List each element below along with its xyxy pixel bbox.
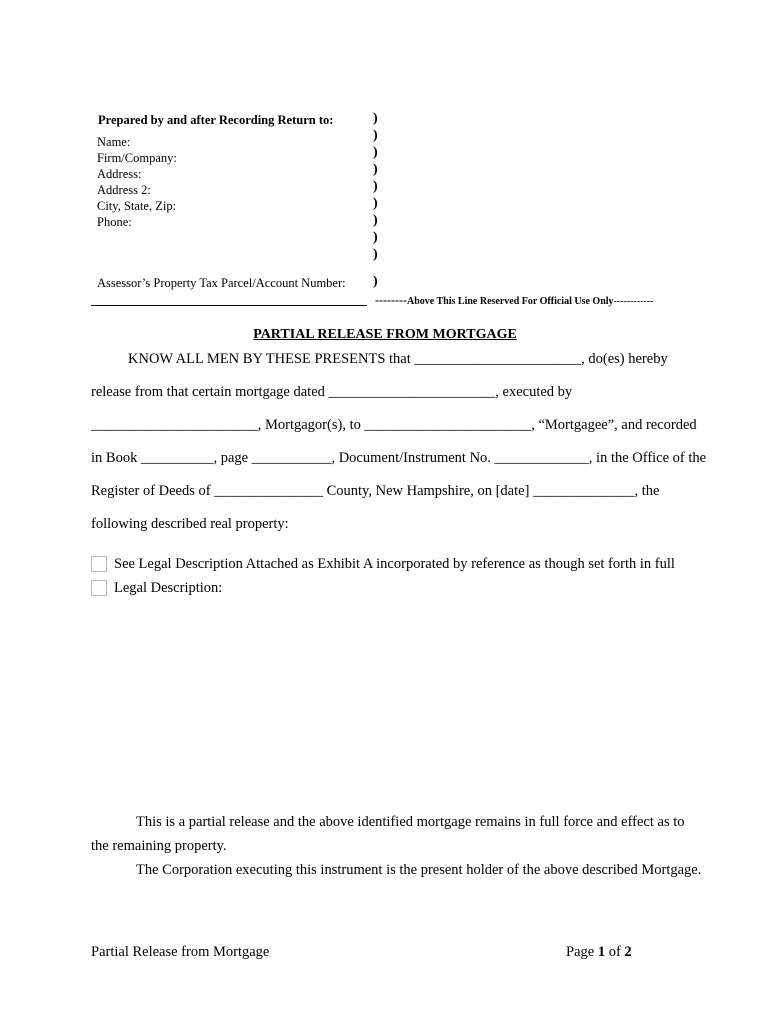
closing-line-2: the remaining property. (91, 838, 227, 854)
paren: ) (373, 128, 378, 143)
firm-field-label: Firm/Company: (97, 151, 177, 165)
parcel-number-label: Assessor’s Property Tax Parcel/Account Number: (97, 276, 346, 290)
name-field-label: Name: (97, 135, 131, 149)
paren: ) (373, 196, 378, 211)
paren: ) (373, 274, 378, 289)
address-field-label: Address: (97, 167, 142, 181)
body-line-4: in Book __________, page ___________, Document/Instrument No. _____________, in the Office of the (91, 450, 707, 466)
header-rule (91, 305, 367, 306)
footer-title: Partial Release from Mortgage (91, 944, 270, 960)
paren: ) (373, 162, 378, 177)
paren: ) (373, 145, 378, 160)
paren: ) (373, 111, 378, 126)
paren: ) (373, 179, 378, 194)
closing-line-1: This is a partial release and the above identified mortgage remains in full force and effect as to (136, 814, 685, 830)
phone-field-label: Phone: (97, 215, 132, 229)
exhibit-option-label: See Legal Description Attached as Exhibit A incorporated by reference as though set forth in full (114, 556, 675, 572)
body-line-6: following described real property: (91, 516, 289, 532)
prepared-by-label: Prepared by and after Recording Return to: (98, 113, 334, 127)
reserved-line: --------Above This Line Reserved For Official Use Only------------ (375, 293, 654, 307)
legal-description-checkbox[interactable] (91, 580, 107, 596)
page-indicator: Page 1 of 2 (566, 944, 632, 960)
address2-field-label: Address 2: (97, 183, 151, 197)
paren: ) (373, 213, 378, 228)
closing-line-3: The Corporation executing this instrument is the present holder of the above described Mortgage. (136, 862, 702, 878)
body-line-5: Register of Deeds of _______________ County, New Hampshire, on [date] ______________, the (91, 483, 660, 499)
legal-description-label: Legal Description: (114, 580, 223, 596)
paren: ) (373, 230, 378, 245)
body-line-1: KNOW ALL MEN BY THESE PRESENTS that _______________________, do(es) hereby (128, 351, 668, 367)
document-title: PARTIAL RELEASE FROM MORTGAGE (253, 327, 517, 342)
body-line-3: _______________________, Mortgagor(s), to _______________________, “Mortgagee”, and recorded (91, 417, 697, 433)
city-state-zip-field-label: City, State, Zip: (97, 199, 177, 213)
paren: ) (373, 247, 378, 262)
exhibit-checkbox[interactable] (91, 556, 107, 572)
body-line-2: release from that certain mortgage dated _______________________, executed by (91, 384, 573, 400)
